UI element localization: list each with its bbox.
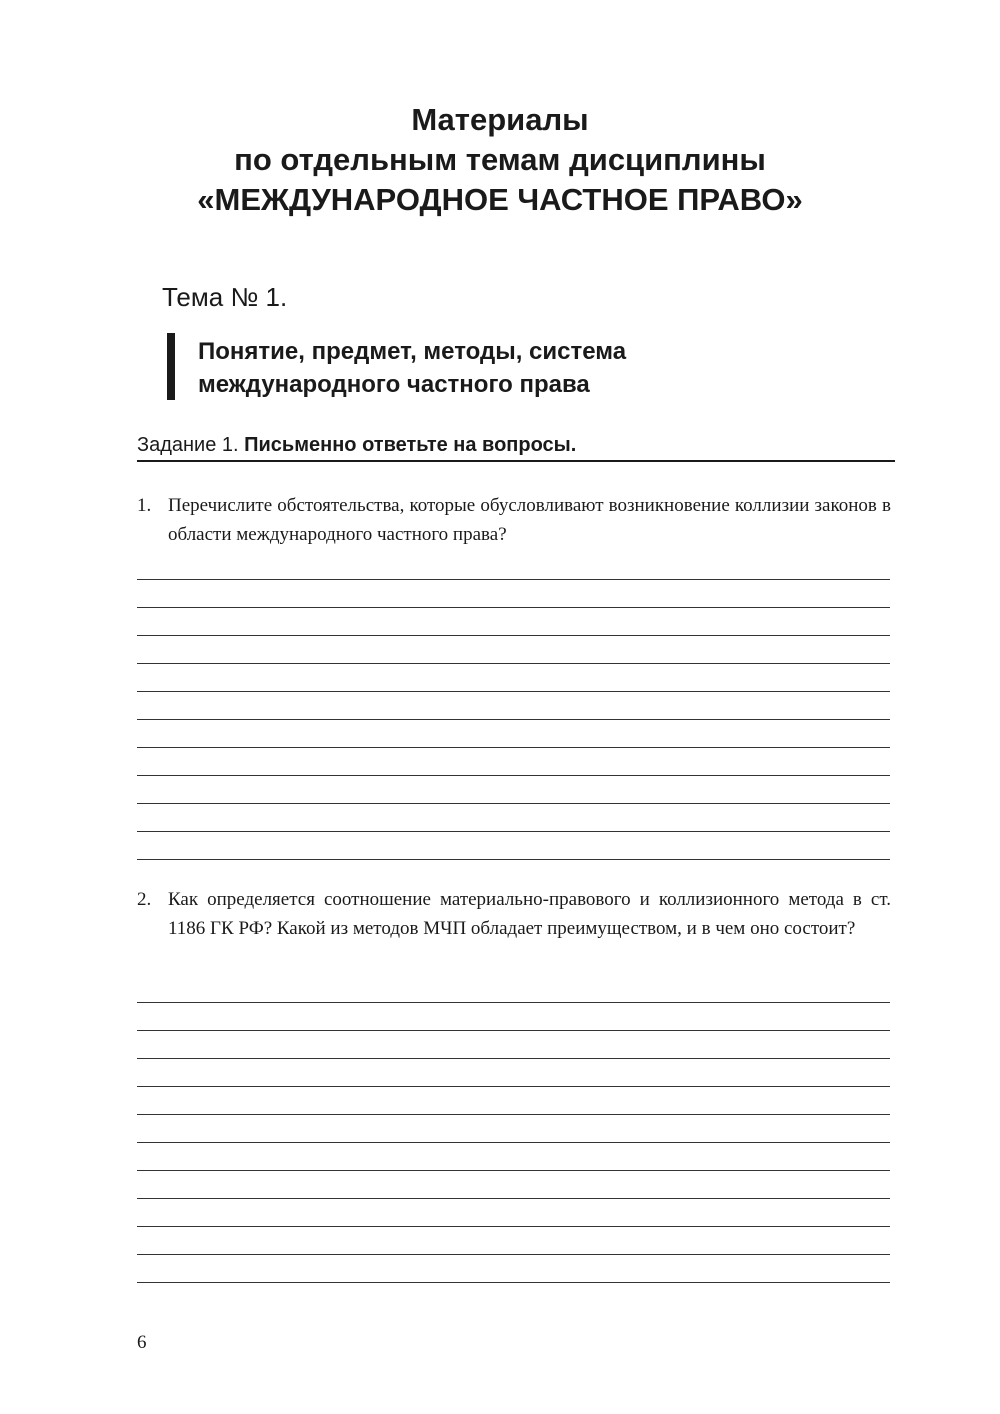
answer-line[interactable] xyxy=(137,692,890,720)
answer-line[interactable] xyxy=(137,1059,890,1087)
answer-line[interactable] xyxy=(137,748,890,776)
page-title xyxy=(0,100,1000,220)
answer-area-2[interactable] xyxy=(137,975,890,1283)
answer-line[interactable] xyxy=(137,608,890,636)
topic-number: Тема № 1. xyxy=(162,282,288,312)
page-title-line-1: Материалы xyxy=(411,102,589,137)
answer-line[interactable] xyxy=(137,580,890,608)
page-number: 6 xyxy=(137,1332,147,1353)
question-text: Как определяется соотношение материально-правового и коллизионного метода в ст. 1186 ГК РФ? Какой из методов МЧП обладает преимуществом, и в чем оно состоит? xyxy=(168,889,891,939)
answer-line[interactable] xyxy=(137,1143,890,1171)
answer-line[interactable] xyxy=(137,1171,890,1199)
task-instruction: Письменно ответьте на вопросы. xyxy=(244,434,577,456)
answer-line[interactable] xyxy=(137,636,890,664)
answer-line[interactable] xyxy=(137,552,890,580)
answer-line[interactable] xyxy=(137,1227,890,1255)
answer-line[interactable] xyxy=(137,1003,890,1031)
answer-line[interactable] xyxy=(137,1255,890,1283)
page-title-line-2: по отдельным темам дисциплины xyxy=(234,142,766,177)
topic-heading-line-2: международного частного права xyxy=(198,371,590,398)
question-1 xyxy=(137,491,891,549)
answer-line[interactable] xyxy=(137,804,890,832)
answer-line[interactable] xyxy=(137,1115,890,1143)
answer-line[interactable] xyxy=(137,720,890,748)
answer-area-1[interactable] xyxy=(137,552,890,860)
answer-line[interactable] xyxy=(137,1199,890,1227)
question-number: 2. xyxy=(137,889,152,910)
question-2 xyxy=(137,885,891,943)
topic-heading-line-1: Понятие, предмет, методы, система xyxy=(198,338,627,365)
topic-heading-bar xyxy=(167,333,175,400)
answer-line[interactable] xyxy=(137,1087,890,1115)
task-header xyxy=(137,431,895,462)
answer-line[interactable] xyxy=(137,776,890,804)
question-number: 1. xyxy=(137,495,152,516)
page-title-line-3: «МЕЖДУНАРОДНОЕ ЧАСТНОЕ ПРАВО» xyxy=(197,182,803,217)
answer-line[interactable] xyxy=(137,1031,890,1059)
question-text: Перечислите обстоятельства, которые обусловливают возникновение коллизии законов в области международного частного права? xyxy=(168,495,891,545)
answer-line[interactable] xyxy=(137,832,890,860)
topic-heading xyxy=(198,335,626,401)
answer-line[interactable] xyxy=(137,975,890,1003)
task-label: Задание 1. xyxy=(137,434,239,456)
answer-line[interactable] xyxy=(137,664,890,692)
